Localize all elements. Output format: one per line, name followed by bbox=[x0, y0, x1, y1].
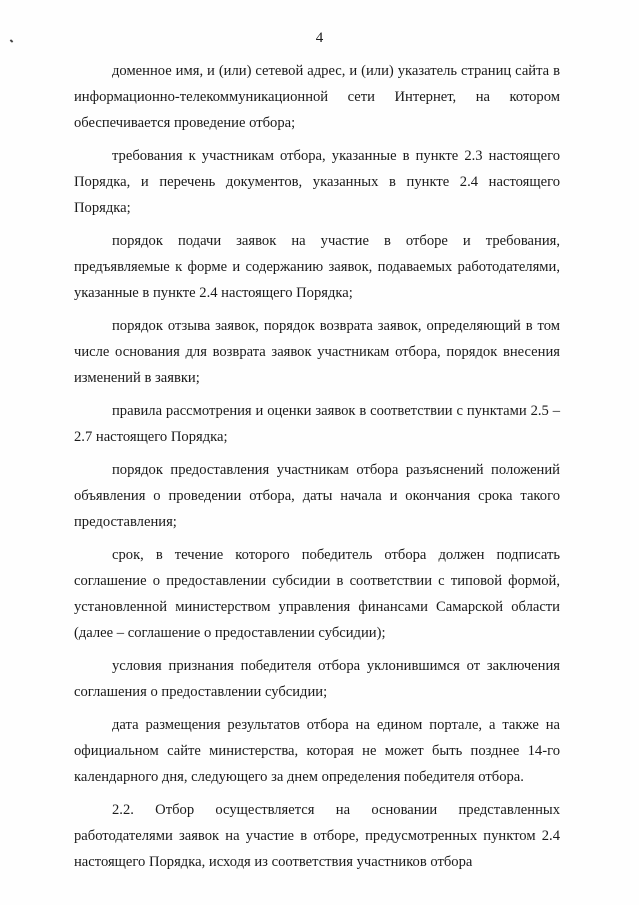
page-number: 4 bbox=[315, 30, 324, 46]
paragraph-evasion-conditions: условия признания победителя отбора уклонившимся от заключения соглашения о предоставлении субсидии; bbox=[74, 658, 560, 700]
paragraph-application-procedure: порядок подачи заявок на участие в отборе и требования, предъявляемые к форме и содержанию заявок, подаваемых работодателями, указанные в пункте 2.4 настоящего Порядка; bbox=[74, 233, 560, 301]
paragraph-participant-requirements: требования к участникам отбора, указанные в пункте 2.3 настоящего Порядка, и перечень документов, указанных в пункте 2.4 настоящего Порядка; bbox=[74, 148, 560, 216]
paragraph-signing-deadline: срок, в течение которого победитель отбора должен подписать соглашение о предоставлении субсидии в соответствии с типовой формой, установленной министерством управления финансами Самарской области (далее – соглашение о предоставлении субсидии); bbox=[74, 547, 560, 641]
paragraph-withdrawal-procedure: порядок отзыва заявок, порядок возврата заявок, определяющий в том числе основания для возврата заявок участникам отбора, порядок внесения изменений в заявки; bbox=[74, 318, 560, 386]
paragraph-clarifications: порядок предоставления участникам отбора разъяснений положений объявления о проведении отбора, даты начала и окончания срока такого предоставления; bbox=[74, 462, 560, 530]
paragraph-results-publication: дата размещения результатов отбора на едином портале, а также на официальном сайте министерства, которая не может быть позднее 14-го календарного дня, следующего за днем определения победителя отбора. bbox=[74, 717, 560, 785]
paragraph-evaluation-rules: правила рассмотрения и оценки заявок в соответствии с пунктами 2.5 – 2.7 настоящего Порядка; bbox=[74, 403, 560, 445]
paragraph-domain-name: доменное имя, и (или) сетевой адрес, и (или) указатель страниц сайта в информационно-телекоммуникационной сети Интернет, на котором обеспечивается проведение отбора; bbox=[74, 63, 560, 131]
document-body bbox=[74, 58, 560, 875]
paragraph-section-2-2: 2.2. Отбор осуществляется на основании представленных работодателями заявок на участие в отборе, предусмотренных пунктом 2.4 настоящего Порядка, исходя из соответствия участников отбора bbox=[74, 802, 560, 870]
